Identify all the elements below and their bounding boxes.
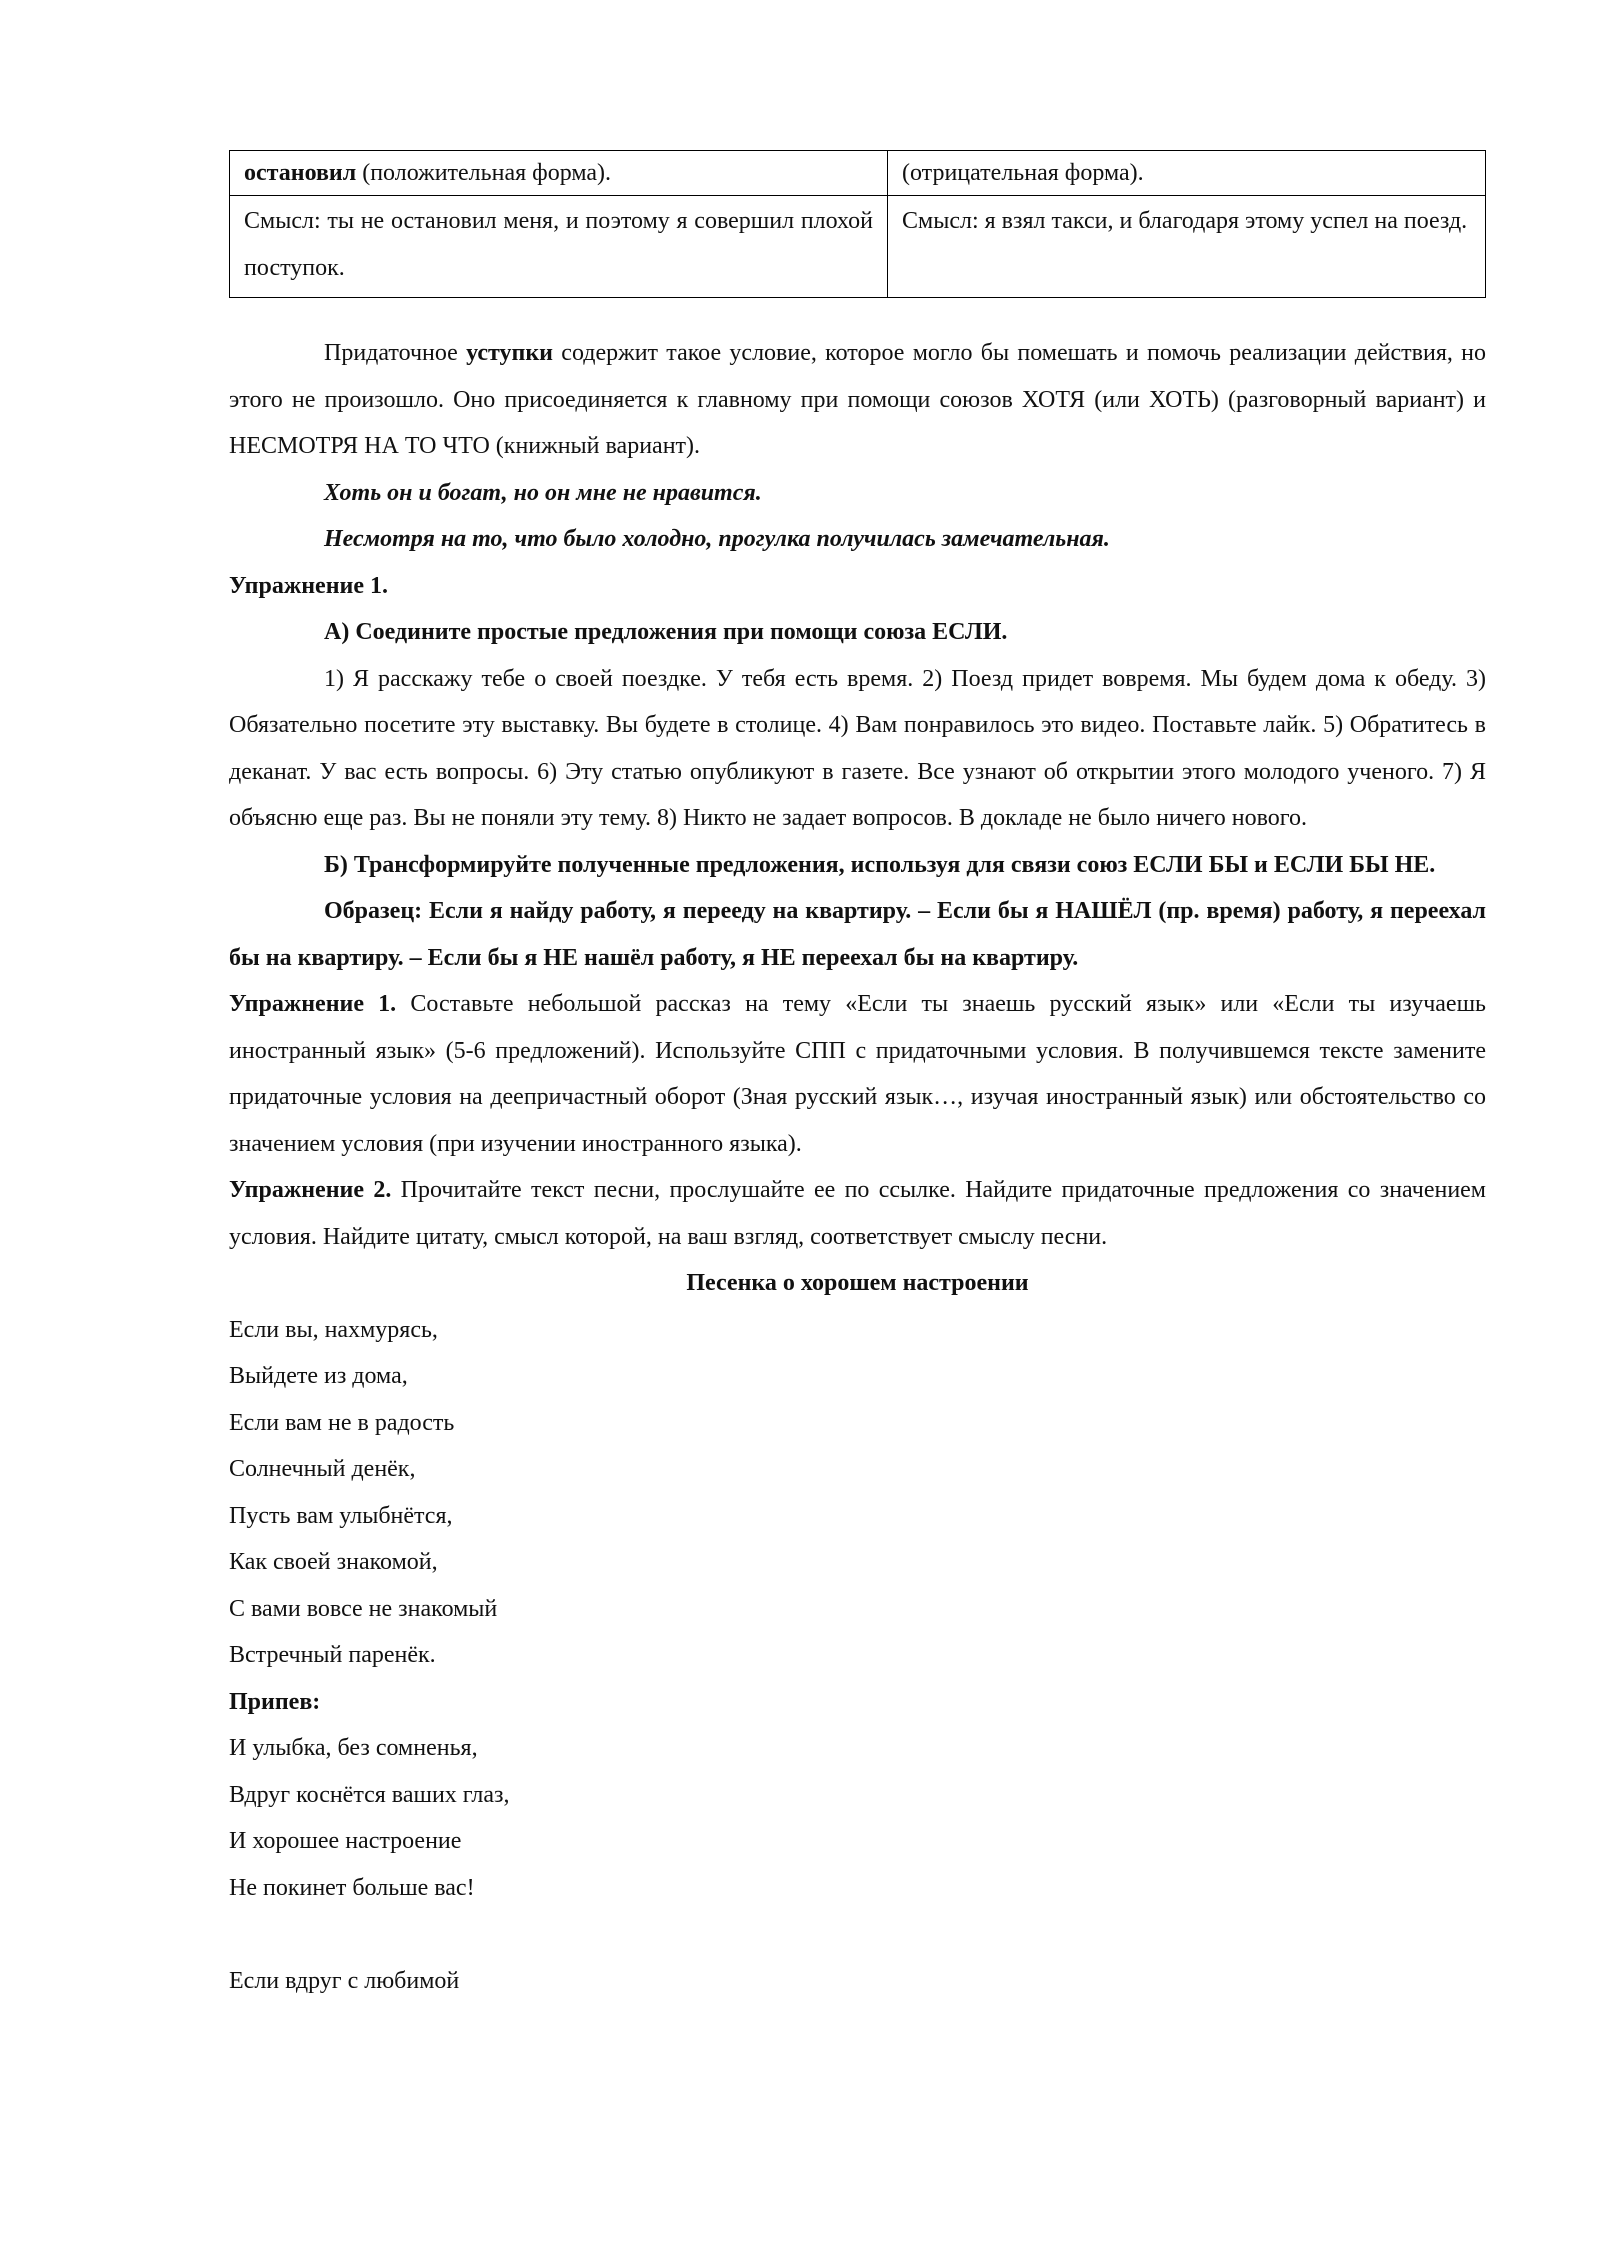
song-chorus <box>229 1725 1486 1911</box>
task-b: Б) Трансформируйте полученные предложения, используя для связи союз ЕСЛИ БЫ и ЕСЛИ БЫ НЕ. <box>324 851 1436 878</box>
table-cell <box>230 151 888 196</box>
verse-line: Солнечный денёк, <box>229 1456 416 1482</box>
chorus-line: И улыбка, без сомненья, <box>229 1735 478 1761</box>
exercise-paragraph <box>229 981 1486 1167</box>
chorus-line: Не покинет больше вас! <box>229 1874 475 1901</box>
text-span: содержит такое условие, которое могло бы помешать и помочь реализации действия, но этого не произошло. Оно присоединяется к главному при помощи союзов ХОТЯ (или ХОТЬ) (разговорный вариант) и НЕСМОТРЯ НА ТО ЧТО (книжный вариант). <box>229 340 1486 459</box>
exercise-heading: Упражнение 2. <box>229 1177 392 1203</box>
chorus-line: Вдруг коснётся ваших глаз, <box>229 1781 510 1808</box>
example-sentence: Хоть он и богат, но он мне не нравится. <box>324 479 762 506</box>
song-title: Песенка о хорошем настроении <box>686 1270 1029 1296</box>
concession-paragraph <box>229 330 1486 470</box>
sample-text: Образец: Если я найду работу, я перееду на квартиру. – Если бы я НАШЁЛ (пр. время) работу, я переехал бы на квартиру. – Если бы я НЕ нашёл работу, я НЕ переехал бы на квартиру. <box>229 898 1486 971</box>
table-cell: Смысл: я взял такси, и благодаря этому успел на поезд. <box>888 196 1486 298</box>
verse-line: Если вдруг с любимой <box>229 1967 460 1994</box>
text-span: Придаточное <box>324 340 467 366</box>
table-cell-bold: остановил <box>244 160 357 186</box>
verse-line: Если вам не в радость <box>229 1409 455 1436</box>
exercise-heading: Упражнение 1. <box>229 991 397 1017</box>
comparison-table <box>229 150 1486 298</box>
stanza-gap <box>229 1911 1486 1958</box>
song-verse <box>229 1307 1486 1679</box>
table-row <box>230 151 1486 196</box>
verse-line: Если вы, нахмурясь, <box>229 1316 438 1343</box>
exercise-heading: Упражнение 1. <box>229 572 389 599</box>
verse-line: С вами вовсе не знакомый <box>229 1595 498 1622</box>
main-text <box>229 330 1486 2004</box>
example-sentence: Несмотря на то, что было холодно, прогулка получилась замечательная. <box>324 526 1110 552</box>
exercise-text: Составьте небольшой рассказ на тему «Если ты знаешь русский язык» или «Если ты изучаешь иностранный язык» (5-6 предложений). Используйте СПП с придаточными условия. В получившемся тексте замените придаточные условия на деепричастный оборот (Зная русский язык…, изучая иностранный язык) или обстоятельство со значением условия (при изучении иностранного языка). <box>229 991 1487 1157</box>
table-cell: Смысл: ты не остановил меня, и поэтому я совершил плохой поступок. <box>230 196 888 298</box>
verse-line: Выйдете из дома, <box>229 1363 408 1389</box>
table-cell-text: (положительная форма). <box>356 160 611 186</box>
exercise-paragraph <box>229 1167 1486 1260</box>
table-row <box>230 196 1486 298</box>
table-cell: (отрицательная форма). <box>888 151 1486 196</box>
chorus-line: И хорошее настроение <box>229 1828 462 1854</box>
chorus-label: Припев: <box>229 1688 321 1715</box>
verse-line: Встречный паренёк. <box>229 1642 436 1668</box>
page-content <box>229 150 1486 2004</box>
exercise-sentences: 1) Я расскажу тебе о своей поездке. У тебя есть время. 2) Поезд придет вовремя. Мы будем дома к обеду. 3) Обязательно посетите эту выставку. Вы будете в столице. 4) Вам понравилось это видео. Поставьте лайк. 5) Обратитесь в деканат. У вас есть вопросы. 6) Эту статью опубликуют в газете. Все узнают об открытии этого молодого ученого. 7) Я объясню еще раз. Вы не поняли эту тему. 8) Никто не задает вопросов. В докладе не было ничего нового. <box>229 665 1486 831</box>
verse-line: Как своей знакомой, <box>229 1549 438 1575</box>
bold-term: уступки <box>466 340 553 366</box>
task-a: А) Соедините простые предложения при помощи союза ЕСЛИ. <box>324 619 1008 645</box>
exercise-text: Прочитайте текст песни, прослушайте ее по ссылке. Найдите придаточные предложения со значением условия. Найдите цитату, смысл которой, на ваш взгляд, соответствует смыслу песни. <box>229 1177 1486 1250</box>
verse-line: Пусть вам улыбнётся, <box>229 1502 453 1529</box>
